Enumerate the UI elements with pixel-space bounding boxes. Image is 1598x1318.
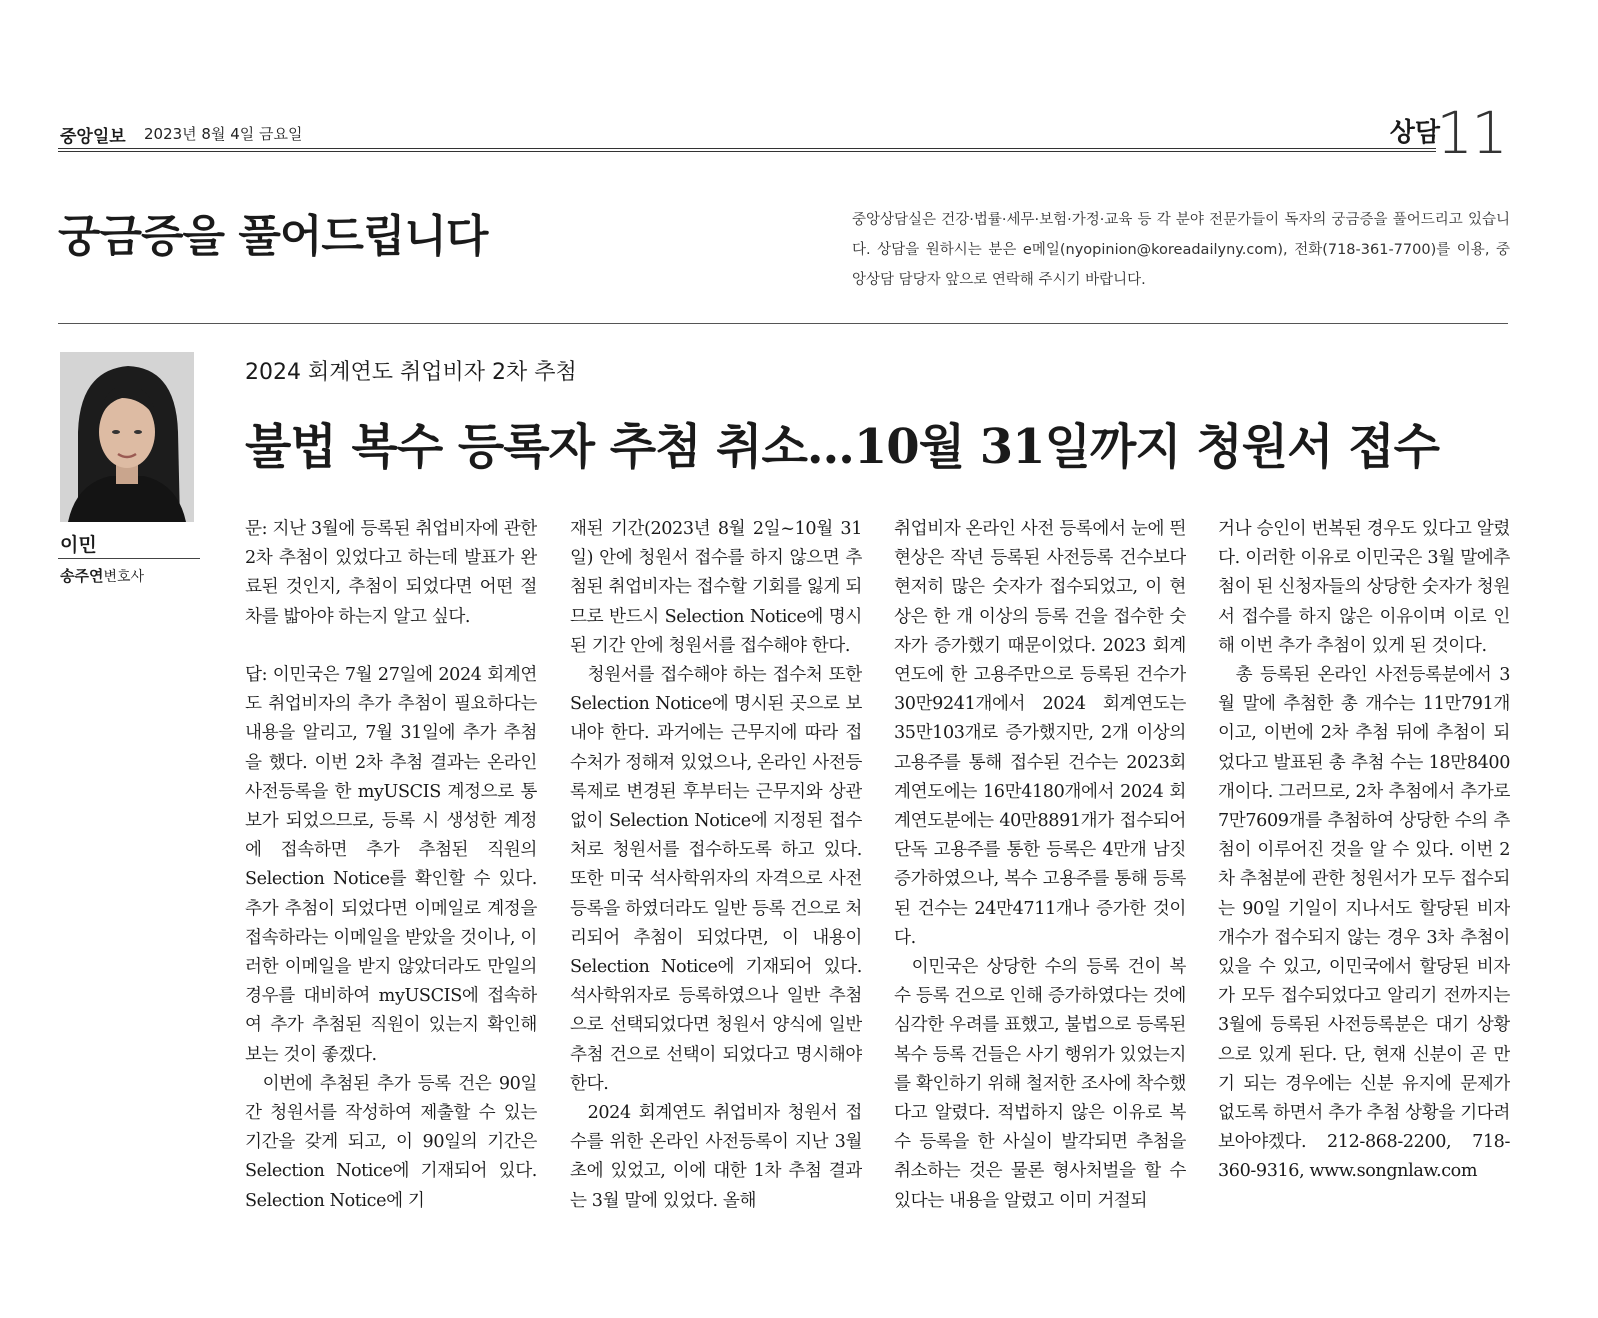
section-name: 상담 bbox=[1389, 118, 1440, 148]
author-photo bbox=[60, 352, 194, 522]
body-paragraph: 청원서를 접수해야 하는 접수처 또한 Selection Notice에 명시된 곳으로 보내야 한다. 과거에는 근무지에 따라 접수처가 정해져 있었으나, 온라인 사전등록제로 변경된 후부터는 근무지와 상관없이 Selection Notice에 지정된 접수처로 청원서를 접수하도록 하고 있다. 또한 미국 석사학위자의 자격으로 사전등록을 하였더라도 일반 등록 건으로 처리되어 추첨이 되었다면, 이 내용이 Selection Notice에 기재되어 있다. 석사학위자로 등록하였으나 일반 추첨으로 선택되었다면 청원서 양식에 일반 추첨 건으로 선택이 되었다고 명시해야 한다. bbox=[570, 665, 862, 1094]
body-paragraph: 취업비자 온라인 사전 등록에서 눈에 띈 현상은 작년 등록된 사전등록 건수보다 현저히 많은 숫자가 접수되었고, 이 현상은 한 개 이상의 등록 건을 접수한 숫자가 증가했기 때문이었다. 2023 회계연도에 한 고용주만으로 등록된 건수가 30만9241개에서 2024 회계연도는 35만103개로 증가했지만, 2개 이상의 고용주를 통해 접수된 건수는 2023회계연도에는 16만4180개에서 2024 회계연도분에는 40만8891개가 접수되어 단독 고용주를 통한 등록은 4만개 남짓 증가하였으나, 복수 고용주를 통해 등록된 건수는 24만4711개나 증가한 것이다. bbox=[894, 519, 1186, 948]
article-column-3 bbox=[894, 515, 1186, 1285]
body-paragraph: 거나 승인이 번복된 경우도 있다고 알렸다. 이러한 이유로 이민국은 3월 말에추첨이 된 신청자들의 상당한 숫자가 청원서 접수를 하지 않은 이유이며 이로 인해 이번 추가 추첨이 있게 된 것이다. bbox=[1218, 519, 1510, 656]
section-divider bbox=[58, 323, 1508, 324]
masthead bbox=[60, 99, 1510, 167]
article-kicker: 2024 회계연도 취업비자 2차 추첨 bbox=[245, 360, 577, 385]
article-column-4 bbox=[1218, 515, 1510, 1285]
answer-paragraph: 답: 이민국은 7월 27일에 2024 회계연도 취업비자의 추가 추첨이 필요하다는 내용을 알리고, 7월 31일에 추가 추첨을 했다. 이번 2차 추첨 결과는 온라인 사전등록을 한 myUSCIS 계정으로 통보가 되었으므로, 등록 시 생성한 계정에 접속하면 추가 추첨된 직원의 Selection Notice를 확인할 수 있다. 추가 추첨이 되었다면 이메일로 계정을 접속하라는 이메일을 받았을 것이나, 이러한 이메일을 받지 않았더라도 만일의 경우를 대비하여 myUSCIS에 접속하여 추가 추첨된 직원이 있는지 확인해 보는 것이 좋겠다. bbox=[245, 665, 537, 1065]
article-column-1 bbox=[245, 515, 537, 1285]
issue-date: 2023년 8월 4일 금요일 bbox=[144, 125, 303, 143]
column-intro: 중앙상담실은 건강·법률·세무·보험·가정·교육 등 각 분야 전문가들이 독자의 궁금증을 풀어드리고 있습니다. 상담을 원하시는 분은 e메일(nyopinion@koreadailyny.com), 전화(718-361-7700)를 이용, 중앙상담 담당자 앞으로 연락해 주시기 바랍니다. bbox=[852, 212, 1510, 288]
page-number: 11 bbox=[1436, 99, 1506, 167]
body-paragraph: 이번에 추첨된 추가 등록 건은 90일간 청원서를 작성하여 제출할 수 있는 기간을 갖게 되고, 이 90일의 기간은 Selection Notice에 기재되어 있다. Selection Notice에 기 bbox=[245, 1073, 537, 1211]
masthead-divider bbox=[58, 148, 1436, 152]
body-paragraph: 2024 회계연도 취업비자 청원서 접수를 위한 온라인 사전등록이 지난 3월 초에 있었고, 이에 대한 1차 추첨 결과는 3월 말에 있었다. 올해 bbox=[570, 1103, 862, 1211]
article-headline: 불법 복수 등록자 추첨 취소…10월 31일까지 청원서 접수 bbox=[245, 419, 1439, 475]
author-byline bbox=[60, 565, 144, 586]
body-paragraph: 이민국은 상당한 수의 등록 건이 복수 등록 건으로 인해 증가하였다는 것에 심각한 우려를 표했고, 불법으로 등록된 복수 등록 건들은 사기 행위가 있었는지를 확인하기 위해 철저한 조사에 착수했다고 알렸다. 적법하지 않은 이유로 복수 등록을 한 사실이 발각되면 추첨을 취소하는 것은 물론 형사처벌을 할 수 있다는 내용을 알렸고 이미 거절되 bbox=[894, 957, 1186, 1211]
author-divider bbox=[58, 558, 200, 559]
column-title: 궁금증을 풀어드립니다 bbox=[58, 211, 488, 262]
lawyer-name: 송주연 bbox=[60, 567, 104, 585]
lawyer-title: 변호사 bbox=[103, 569, 145, 585]
article-column-2 bbox=[570, 515, 862, 1285]
author-column-name: 이민 bbox=[60, 534, 97, 556]
body-paragraph: 총 등록된 온라인 사전등록분에서 3월 말에 추첨한 총 개수는 11만791개이고, 이번에 2차 추첨 뒤에 추첨이 되었다고 발표된 총 추첨 수는 18만8400개이다. 그러므로, 2차 추첨에서 추가로 7만7609개를 추첨하여 상당한 수의 추첨이 이루어진 것을 알 수 있다. 이번 2차 추첨분에 관한 청원서가 모두 접수되는 90일 기일이 지나서도 할당된 비자 개수가 접수되지 않는 경우 3차 추첨이 있을 수 있고, 이민국에서 할당된 비자가 모두 접수되었다고 알리기 전까지는 3월에 등록된 사전등록분은 대기 상황으로 있게 된다. 단, 현재 신분이 곧 만기 되는 경우에는 신분 유지에 문제가 없도록 하면서 추가 추첨 상황을 기다려 보아야겠다. 212-868-2200, 718-360-9316, www.songnlaw.com bbox=[1218, 665, 1510, 1182]
body-paragraph: 재된 기간(2023년 8월 2일~10월 31일) 안에 청원서 접수를 하지 않으면 추첨된 취업비자는 접수할 기회를 잃게 되므로 반드시 Selection Notice에 명시된 기간 안에 청원서를 접수해야 한다. bbox=[570, 519, 862, 656]
question-paragraph: 문: 지난 3월에 등록된 취업비자에 관한 2차 추첨이 있었다고 하는데 발표가 완료된 것인지, 추첨이 되었다면 어떤 절차를 밟아야 하는지 알고 싶다. bbox=[245, 519, 537, 627]
newspaper-logo: 중앙일보 bbox=[60, 127, 126, 147]
